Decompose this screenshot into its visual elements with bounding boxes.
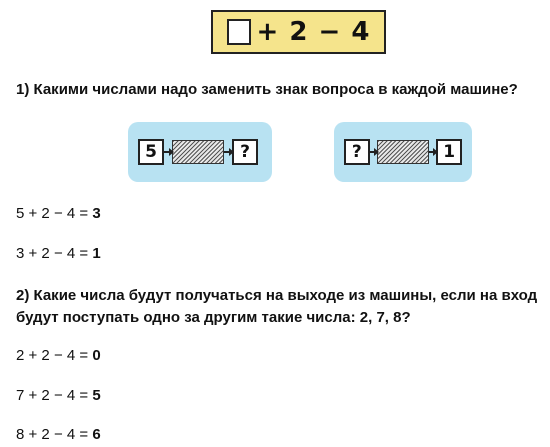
- empty-box-icon: [227, 19, 251, 45]
- machine-2: [334, 122, 472, 182]
- question-1: 1) Какими числами надо заменить знак вопроса в каждой машине?: [16, 81, 518, 98]
- answer-expression: 2 + 2 − 4 =: [16, 347, 93, 364]
- question-2: 2) Какие числа будут получаться на выходе из машины, если на вход будут поступать одно за другим такие числа: 2, 7, 8?: [16, 287, 538, 326]
- machine-2-input: ?: [344, 139, 370, 165]
- machine-1: [128, 122, 272, 182]
- answer-result: 6: [92, 426, 101, 443]
- machine-1-body: [172, 140, 224, 164]
- answer-2-2: [16, 386, 101, 406]
- machine-2-body: [377, 140, 428, 164]
- answer-expression: 5 + 2 − 4 =: [16, 205, 93, 222]
- answer-result: 0: [92, 347, 101, 364]
- formula-expression: + 2 − 4: [256, 17, 371, 47]
- arrow-icon: [164, 151, 172, 153]
- answer-2-3: [16, 425, 101, 445]
- answer-1-2: [16, 244, 101, 264]
- machine-1-input: 5: [138, 139, 164, 165]
- machine-2-output: 1: [436, 139, 462, 165]
- answer-expression: 3 + 2 − 4 =: [16, 245, 93, 262]
- answer-result: 3: [92, 205, 101, 222]
- arrow-icon: [370, 151, 378, 153]
- answer-2-1: [16, 346, 101, 366]
- formula-banner: [211, 10, 386, 54]
- arrow-icon: [224, 151, 232, 153]
- answer-result: 1: [92, 245, 101, 262]
- answer-expression: 7 + 2 − 4 =: [16, 387, 93, 404]
- answer-result: 5: [92, 387, 101, 404]
- answer-1-1: [16, 204, 101, 224]
- answer-expression: 8 + 2 − 4 =: [16, 426, 93, 443]
- arrow-icon: [429, 151, 437, 153]
- machine-1-output: ?: [232, 139, 258, 165]
